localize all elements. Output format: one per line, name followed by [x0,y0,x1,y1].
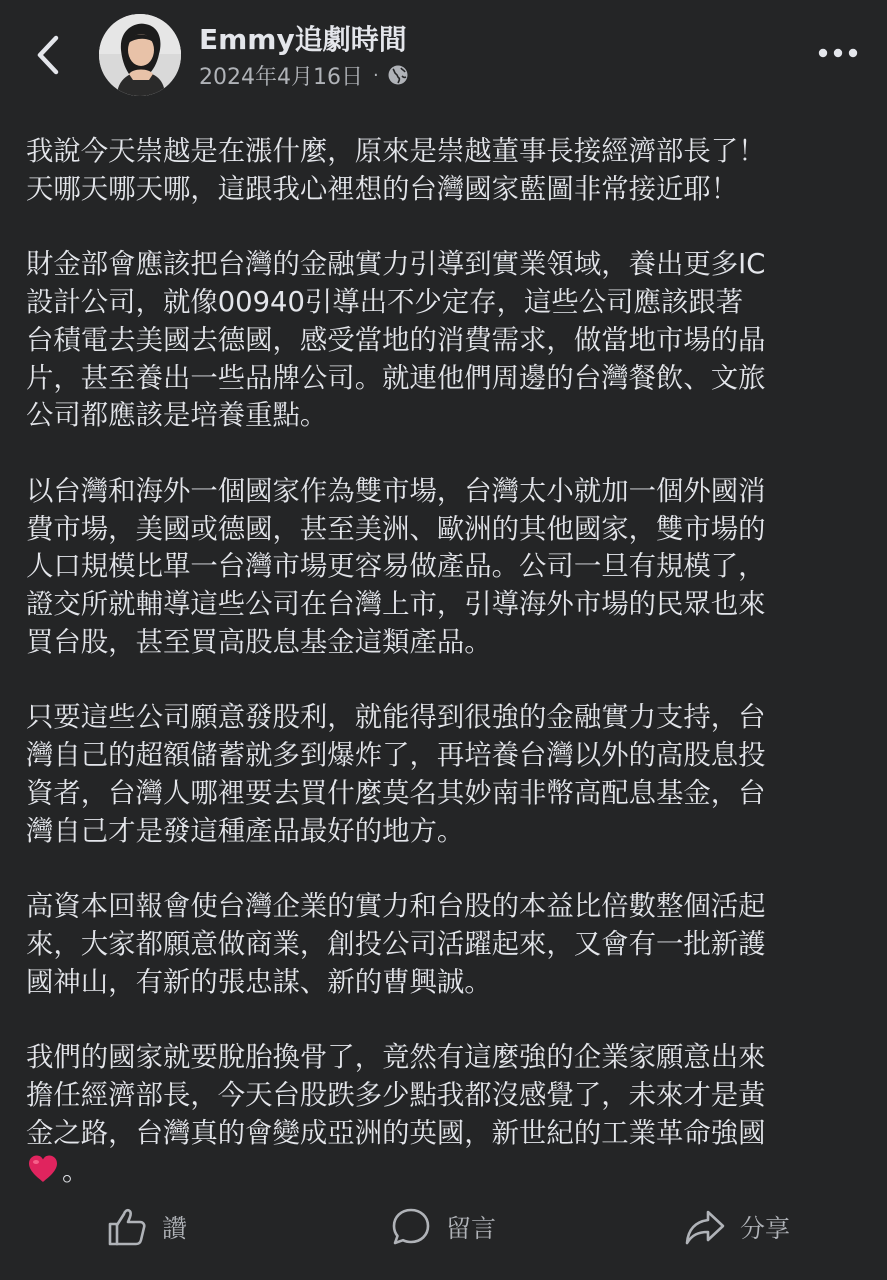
final-punctuation: 。 [62,1156,90,1188]
text-line: 財金部會應該把台灣的金融實力引導到實業領域，養出更多IC [26,249,766,281]
text-line: 擔任經濟部長，今天台股跌多少點我都沒感覺了，未來才是黃 [26,1080,766,1112]
paragraph [26,133,866,208]
text-line: 公司都應該是培養重點。 [26,400,328,432]
text-line: 高資本回報會使台灣企業的實力和台股的本益比倍數整個活起 [26,891,766,923]
text-line: 我說今天崇越是在漲什麼，原來是崇越董事長接經濟部長了！ [26,136,766,167]
action-bar [0,1196,887,1260]
share-button[interactable] [684,1202,790,1252]
post-header [0,0,887,110]
paragraph [26,473,866,662]
text-line: 我們的國家就要脫胎換骨了，竟然有這麼強的企業家願意出來 [26,1042,766,1074]
like-button[interactable] [106,1202,187,1252]
globe-icon [387,64,409,86]
text-line: 人口規模比單一台灣市場更容易做產品。公司一旦有規模了， [26,551,766,583]
red-heart-icon [26,1152,60,1186]
comment-button[interactable] [390,1202,496,1252]
meta-separator: · [372,64,379,86]
back-button[interactable] [28,30,70,80]
text-line: 金之路，台灣真的會變成亞洲的英國，新世紀的工業革命強國 [26,1117,766,1149]
text-line: 來，大家都願意做商業，創投公司活躍起來，又會有一批新護 [26,928,766,960]
text-line: 證交所就輔導這些公司在台灣上市，引導海外市場的民眾也來 [26,589,766,621]
more-horizontal-icon [814,38,862,68]
thumbs-up-icon [106,1206,148,1248]
text-line: 片，甚至養出一些品牌公司。就連他們周邊的台灣餐飲、文旅 [26,362,766,394]
chevron-left-icon [28,30,70,80]
text-line: 買台股，甚至買高股息基金這類產品。 [26,626,492,658]
like-label: 讚 [162,1214,188,1243]
share-label: 分享 [740,1214,791,1243]
paragraph [26,699,866,850]
comment-bubble-icon [390,1206,432,1248]
author-name[interactable]: Emmy追劇時間 [199,23,407,56]
text-line: 資者，台灣人哪裡要去買什麼莫名其妙南非幣高配息基金，台 [26,777,766,809]
paragraph [26,888,866,1001]
more-options-button[interactable] [814,38,862,68]
text-line: 台積電去美國去德國，感受當地的消費需求，做當地市場的晶 [26,324,766,356]
paragraph [26,246,866,435]
text-line: 天哪天哪天哪，這跟我心裡想的台灣國家藍圖非常接近耶！ [26,173,739,205]
text-line-final [26,1152,866,1191]
text-line: 灣自己的超額儲蓄就多到爆炸了，再培養台灣以外的高股息投 [26,740,766,772]
paragraph [26,1039,866,1191]
text-line: 國神山，有新的張忠謀、新的曹興誠。 [26,966,492,998]
comment-label: 留言 [446,1214,497,1243]
text-line: 以台灣和海外一個國家作為雙市場，台灣太小就加一個外國消 [26,475,766,507]
text-line: 設計公司，就像00940引導出不少定存，這些公司應該跟著 [26,287,744,319]
post-body [26,133,866,1229]
post-meta [199,60,409,90]
post-date[interactable]: 2024年4月16日 [199,64,363,90]
text-line: 灣自己才是發這種產品最好的地方。 [26,815,465,847]
author-photo [99,14,181,96]
share-arrow-icon [684,1206,726,1248]
text-line: 只要這些公司願意發股利，就能得到很強的金融實力支持，台 [26,702,766,734]
avatar[interactable] [99,14,181,96]
text-line: 費市場，美國或德國，甚至美洲、歐洲的其他國家，雙市場的 [26,513,766,545]
